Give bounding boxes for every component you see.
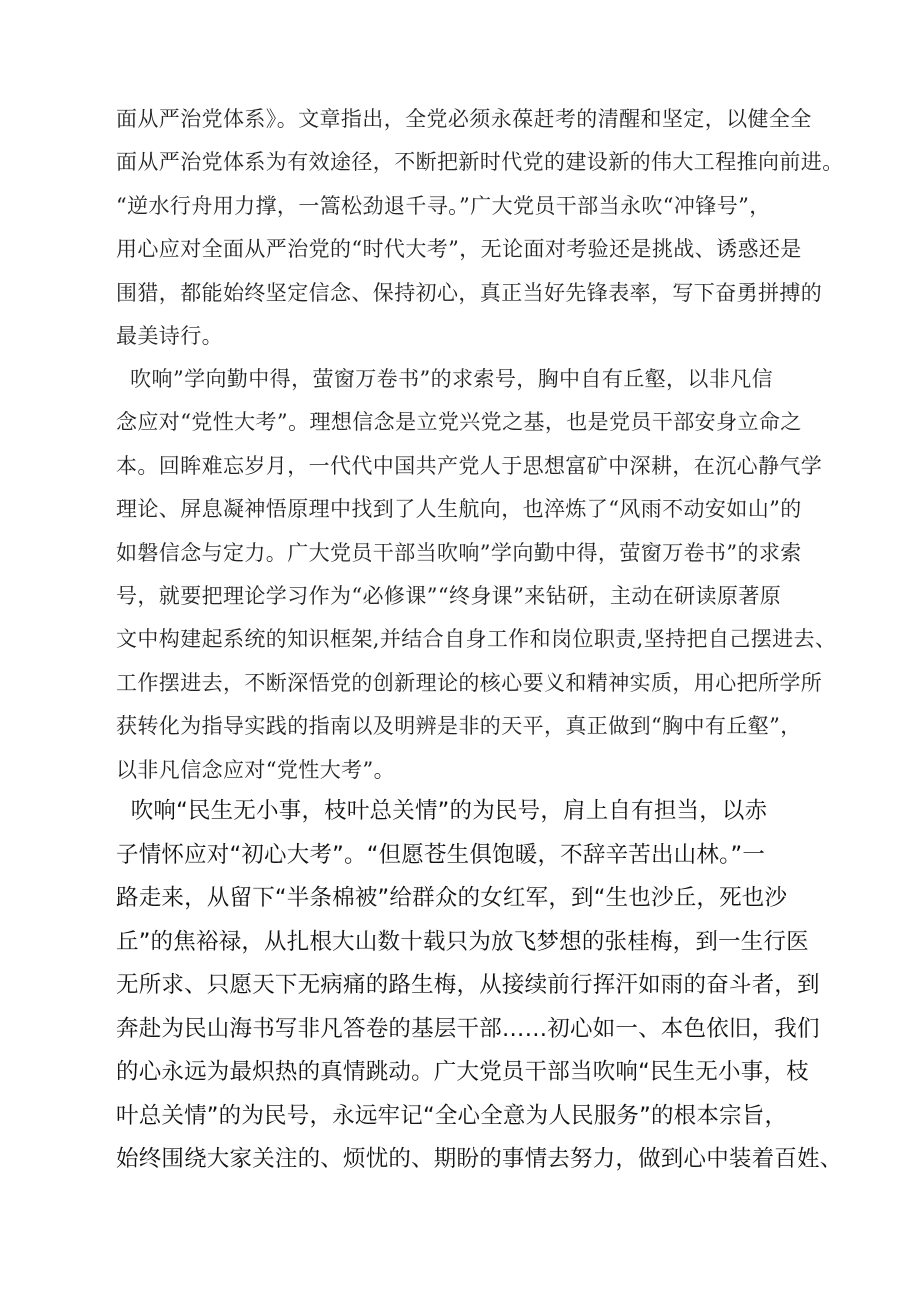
text-line: 理论、屏息凝神悟原理中找到了人生航向，也淬炼了“风雨不动安如山”的: [116, 497, 802, 522]
text-line: 叶总关情”的为民号，永远牢记“全心全意为人民服务”的根本宗旨，: [116, 1102, 788, 1129]
text-line: 以非凡信念应对“党性大考”。: [116, 757, 396, 782]
text-line: 工作摆进去，不断深悟党的创新理论的核心要义和精神实质，用心把所学所: [116, 670, 823, 695]
text-line: 面从严治党体系为有效途径，不断把新时代党的建设新的伟大工程推向前进。: [116, 150, 844, 175]
paragraph-party-spirit-exam: [116, 358, 837, 792]
text-line: 面从严治党体系》。文章指出，全党必须永葆赶考的清醒和坚定，以健全全: [116, 107, 812, 131]
paragraph-original-aspiration-exam: [116, 790, 843, 1182]
text-line: “逆水行舟用力撑，一篙松劲退千寻。”广大党员干部当永吹“冲锋号”，: [116, 193, 771, 218]
text-line: 吹响“民生无小事，枝叶总关情”的为民号，肩上自有担当，以赤: [116, 798, 768, 824]
text-line: 路走来，从留下“半条棉被”给群众的女红军，到“生也沙丘，死也沙: [116, 885, 788, 911]
text-line: 获转化为指导实践的指南以及明辨是非的天平，真正做到“胸中有丘壑”，: [116, 714, 802, 739]
text-line: 吹响”学向勤中得，萤窗万卷书”的求索号，胸中自有丘壑，以非凡信: [116, 367, 774, 391]
text-line: 最美诗行。: [116, 324, 223, 349]
text-line: 本。回眸难忘岁月，一代代中国共产党人于思想富矿中深耕，在沉心静气学: [116, 453, 823, 478]
text-line: 丘”的焦裕禄，从扎根大山数十载只为放飞梦想的张桂梅，到一生行医: [116, 928, 809, 955]
text-line: 文中构建起系统的知识框架,并结合自身工作和岗位职责,坚持把自己摆进去、: [116, 627, 837, 652]
text-line: 无所求、只愿天下无病痛的路生梅，从接续前行挥汗如雨的奋斗者，到: [116, 972, 820, 998]
text-line: 奔赴为民山海书写非凡答卷的基层干部……初心如一、本色依旧，我们: [116, 1015, 820, 1042]
paragraph-strict-party-governance: [116, 98, 844, 358]
text-line: 用心应对全面从严治党的“时代大考”，无论面对考验还是挑战、诱惑还是: [116, 237, 802, 262]
text-line: 念应对“党性大考”。理想信念是立党兴党之基，也是党员干部安身立命之: [116, 410, 802, 435]
text-line: 子情怀应对“初心大考”。“但愿苍生俱饱暖，不辞辛苦出山林。”一: [116, 841, 766, 868]
text-line: 号，就要把理论学习作为“必修课”“终身课”来钻研，主动在研读原著原: [116, 584, 782, 609]
text-line: 如磐信念与定力。广大党员干部当吹响”学向勤中得，萤窗万卷书”的求索: [116, 540, 802, 565]
text-line: 始终围绕大家关注的、烦忧的、期盼的事情去努力，做到心中装着百姓、: [116, 1146, 843, 1172]
text-line: 围猎，都能始终坚定信念、保持初心，真正当好先锋表率，写下奋勇拼搏的: [116, 280, 823, 305]
text-line: 的心永远为最炽热的真情跳动。广大党员干部当吹响“民生无小事，枝: [116, 1059, 809, 1085]
